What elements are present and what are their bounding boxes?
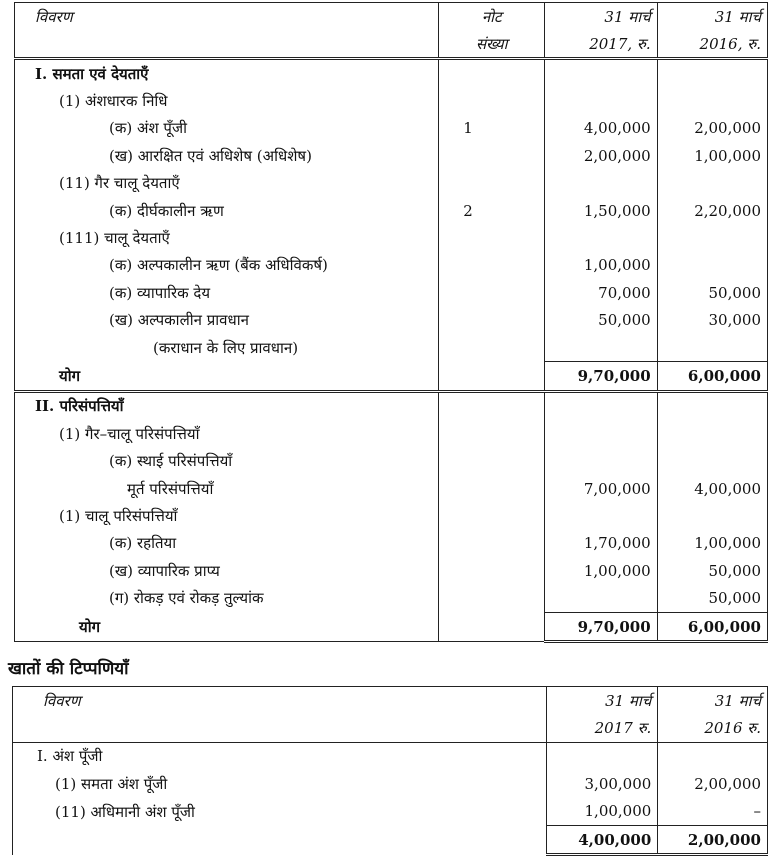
table-header-row bbox=[15, 3, 768, 31]
row-note bbox=[439, 170, 545, 197]
row-label: I. अंश पूँजी bbox=[13, 742, 547, 770]
row-2017 bbox=[546, 742, 658, 770]
row-label: (1) अंशधारक निधि bbox=[15, 87, 439, 114]
row-label: (1) गैर–चालू परिसंपत्तियाँ bbox=[15, 420, 439, 447]
table-row bbox=[15, 420, 768, 447]
row-2016 bbox=[657, 420, 767, 447]
total-row bbox=[15, 362, 768, 391]
row-2016: 50,000 bbox=[657, 557, 767, 584]
table-row bbox=[15, 170, 768, 197]
total-label: योग bbox=[15, 362, 439, 391]
row-2016: 2,00,000 bbox=[658, 770, 768, 797]
row-2017: 1,00,000 bbox=[546, 798, 658, 826]
row-note bbox=[439, 362, 545, 391]
row-2017 bbox=[545, 391, 657, 420]
row-2017: 7,00,000 bbox=[545, 475, 657, 502]
header-note-line1: नोट bbox=[439, 3, 545, 31]
row-2017: 70,000 bbox=[545, 279, 657, 306]
row-label: II. परिसंपत्तियाँ bbox=[15, 391, 439, 420]
row-label: (ख) व्यापारिक प्राप्य bbox=[15, 557, 439, 584]
total-row bbox=[15, 612, 768, 641]
row-note bbox=[439, 142, 545, 169]
row-2016 bbox=[657, 170, 767, 197]
table-row bbox=[15, 334, 768, 362]
row-2017 bbox=[545, 502, 657, 529]
row-2016 bbox=[657, 391, 767, 420]
row-2017: 4,00,000 bbox=[545, 115, 657, 142]
row-2017: 1,70,000 bbox=[545, 530, 657, 557]
row-2016: – bbox=[658, 798, 768, 826]
row-label: (111) चालू देयताएँ bbox=[15, 224, 439, 251]
table-row bbox=[15, 391, 768, 420]
notes-table bbox=[12, 686, 768, 856]
row-2017: 1,00,000 bbox=[545, 557, 657, 584]
row-2016 bbox=[657, 252, 767, 279]
table-row bbox=[15, 142, 768, 169]
notes-header-2016-line1: 31 मार्च bbox=[658, 687, 768, 715]
row-2017: 1,50,000 bbox=[545, 197, 657, 224]
table-row bbox=[15, 447, 768, 474]
row-2016: 2,20,000 bbox=[657, 197, 767, 224]
row-2016 bbox=[657, 502, 767, 529]
table-row bbox=[13, 770, 768, 797]
table-header-row bbox=[15, 30, 768, 59]
row-2017 bbox=[545, 59, 657, 88]
row-label: I. समता एवं देयताएँ bbox=[15, 59, 439, 88]
row-2017: 3,00,000 bbox=[546, 770, 658, 797]
notes-header-2017-line1: 31 मार्च bbox=[546, 687, 658, 715]
row-2016 bbox=[657, 447, 767, 474]
row-label: (क) स्थाई परिसंपत्तियाँ bbox=[15, 447, 439, 474]
table-row bbox=[13, 742, 768, 770]
row-label: (ख) अल्पकालीन प्रावधान bbox=[15, 307, 439, 334]
table-row bbox=[15, 87, 768, 114]
row-2016 bbox=[657, 87, 767, 114]
row-note bbox=[439, 87, 545, 114]
table-row bbox=[15, 475, 768, 502]
row-2016: 30,000 bbox=[657, 307, 767, 334]
row-note: 1 bbox=[439, 115, 545, 142]
balance-sheet-table bbox=[14, 2, 768, 643]
row-note bbox=[439, 584, 545, 612]
row-2017 bbox=[545, 584, 657, 612]
row-label: (क) अंश पूँजी bbox=[15, 115, 439, 142]
row-2017: 2,00,000 bbox=[545, 142, 657, 169]
row-2017 bbox=[545, 87, 657, 114]
row-2017 bbox=[545, 334, 657, 362]
row-label: (क) रहतिया bbox=[15, 530, 439, 557]
row-note bbox=[439, 334, 545, 362]
row-note bbox=[439, 59, 545, 88]
row-2016: 2,00,000 bbox=[657, 115, 767, 142]
row-note bbox=[439, 279, 545, 306]
total-2016: 2,00,000 bbox=[658, 825, 768, 854]
table-row bbox=[15, 224, 768, 251]
row-2017: 50,000 bbox=[545, 307, 657, 334]
header-particulars: विवरण bbox=[15, 3, 439, 31]
row-note bbox=[439, 447, 545, 474]
total-2017: 4,00,000 bbox=[546, 825, 658, 854]
row-note bbox=[439, 612, 545, 641]
row-label: (कराधान के लिए प्रावधान) bbox=[15, 334, 439, 362]
table-header-row bbox=[13, 714, 768, 742]
row-2016: 4,00,000 bbox=[657, 475, 767, 502]
row-2016: 1,00,000 bbox=[657, 530, 767, 557]
row-2016: 1,00,000 bbox=[657, 142, 767, 169]
table-row bbox=[13, 798, 768, 826]
table-row bbox=[15, 502, 768, 529]
row-2016 bbox=[657, 334, 767, 362]
total-2016: 6,00,000 bbox=[657, 612, 767, 641]
total-row bbox=[13, 825, 768, 854]
row-note bbox=[439, 475, 545, 502]
row-2017 bbox=[545, 447, 657, 474]
header-2017-line2: 2017, रु. bbox=[545, 30, 657, 59]
total-2017: 9,70,000 bbox=[545, 362, 657, 391]
row-note bbox=[439, 502, 545, 529]
table-row bbox=[15, 557, 768, 584]
notes-header-2017-line2: 2017 रु. bbox=[546, 714, 658, 742]
row-2016: 50,000 bbox=[657, 584, 767, 612]
total-2017: 9,70,000 bbox=[545, 612, 657, 641]
total-label: योग bbox=[15, 612, 439, 641]
table-row bbox=[15, 197, 768, 224]
row-2016 bbox=[658, 742, 768, 770]
table-row bbox=[15, 584, 768, 612]
table-row bbox=[15, 59, 768, 88]
header-2016-line1: 31 मार्च bbox=[657, 3, 767, 31]
row-label bbox=[13, 825, 547, 854]
notes-section-title: खातों की टिप्पणियाँ bbox=[8, 659, 129, 679]
table-header-row bbox=[13, 687, 768, 715]
notes-header-2016-line2: 2016 रु. bbox=[658, 714, 768, 742]
table-row bbox=[15, 115, 768, 142]
row-label: (1) समता अंश पूँजी bbox=[13, 770, 547, 797]
row-note bbox=[439, 530, 545, 557]
row-label: (क) अल्पकालीन ऋण (बैंक अधिविकर्ष) bbox=[15, 252, 439, 279]
header-2017-line1: 31 मार्च bbox=[545, 3, 657, 31]
row-note bbox=[439, 307, 545, 334]
row-2017 bbox=[545, 420, 657, 447]
row-2016 bbox=[657, 59, 767, 88]
row-label: (11) गैर चालू देयताएँ bbox=[15, 170, 439, 197]
row-2017 bbox=[545, 224, 657, 251]
row-2017 bbox=[545, 170, 657, 197]
row-note bbox=[439, 252, 545, 279]
row-label: (11) अधिमानी अंश पूँजी bbox=[13, 798, 547, 826]
row-label: (क) दीर्घकालीन ऋण bbox=[15, 197, 439, 224]
row-label: (क) व्यापारिक देय bbox=[15, 279, 439, 306]
row-label: मूर्त परिसंपत्तियाँ bbox=[15, 475, 439, 502]
table-row bbox=[15, 530, 768, 557]
table-row bbox=[15, 307, 768, 334]
row-2016 bbox=[657, 224, 767, 251]
notes-header-particulars: विवरण bbox=[13, 687, 547, 715]
header-2016-line2: 2016, रु. bbox=[657, 30, 767, 59]
row-label: (ख) आरक्षित एवं अधिशेष (अधिशेष) bbox=[15, 142, 439, 169]
row-note bbox=[439, 391, 545, 420]
row-note bbox=[439, 420, 545, 447]
row-label: (ग) रोकड़ एवं रोकड़ तुल्यांक bbox=[15, 584, 439, 612]
row-2017: 1,00,000 bbox=[545, 252, 657, 279]
row-note bbox=[439, 557, 545, 584]
row-note: 2 bbox=[439, 197, 545, 224]
row-2016: 50,000 bbox=[657, 279, 767, 306]
row-note bbox=[439, 224, 545, 251]
header-note-line2: संख्या bbox=[439, 30, 545, 59]
total-2016: 6,00,000 bbox=[657, 362, 767, 391]
table-row bbox=[15, 252, 768, 279]
table-row bbox=[15, 279, 768, 306]
row-label: (1) चालू परिसंपत्तियाँ bbox=[15, 502, 439, 529]
